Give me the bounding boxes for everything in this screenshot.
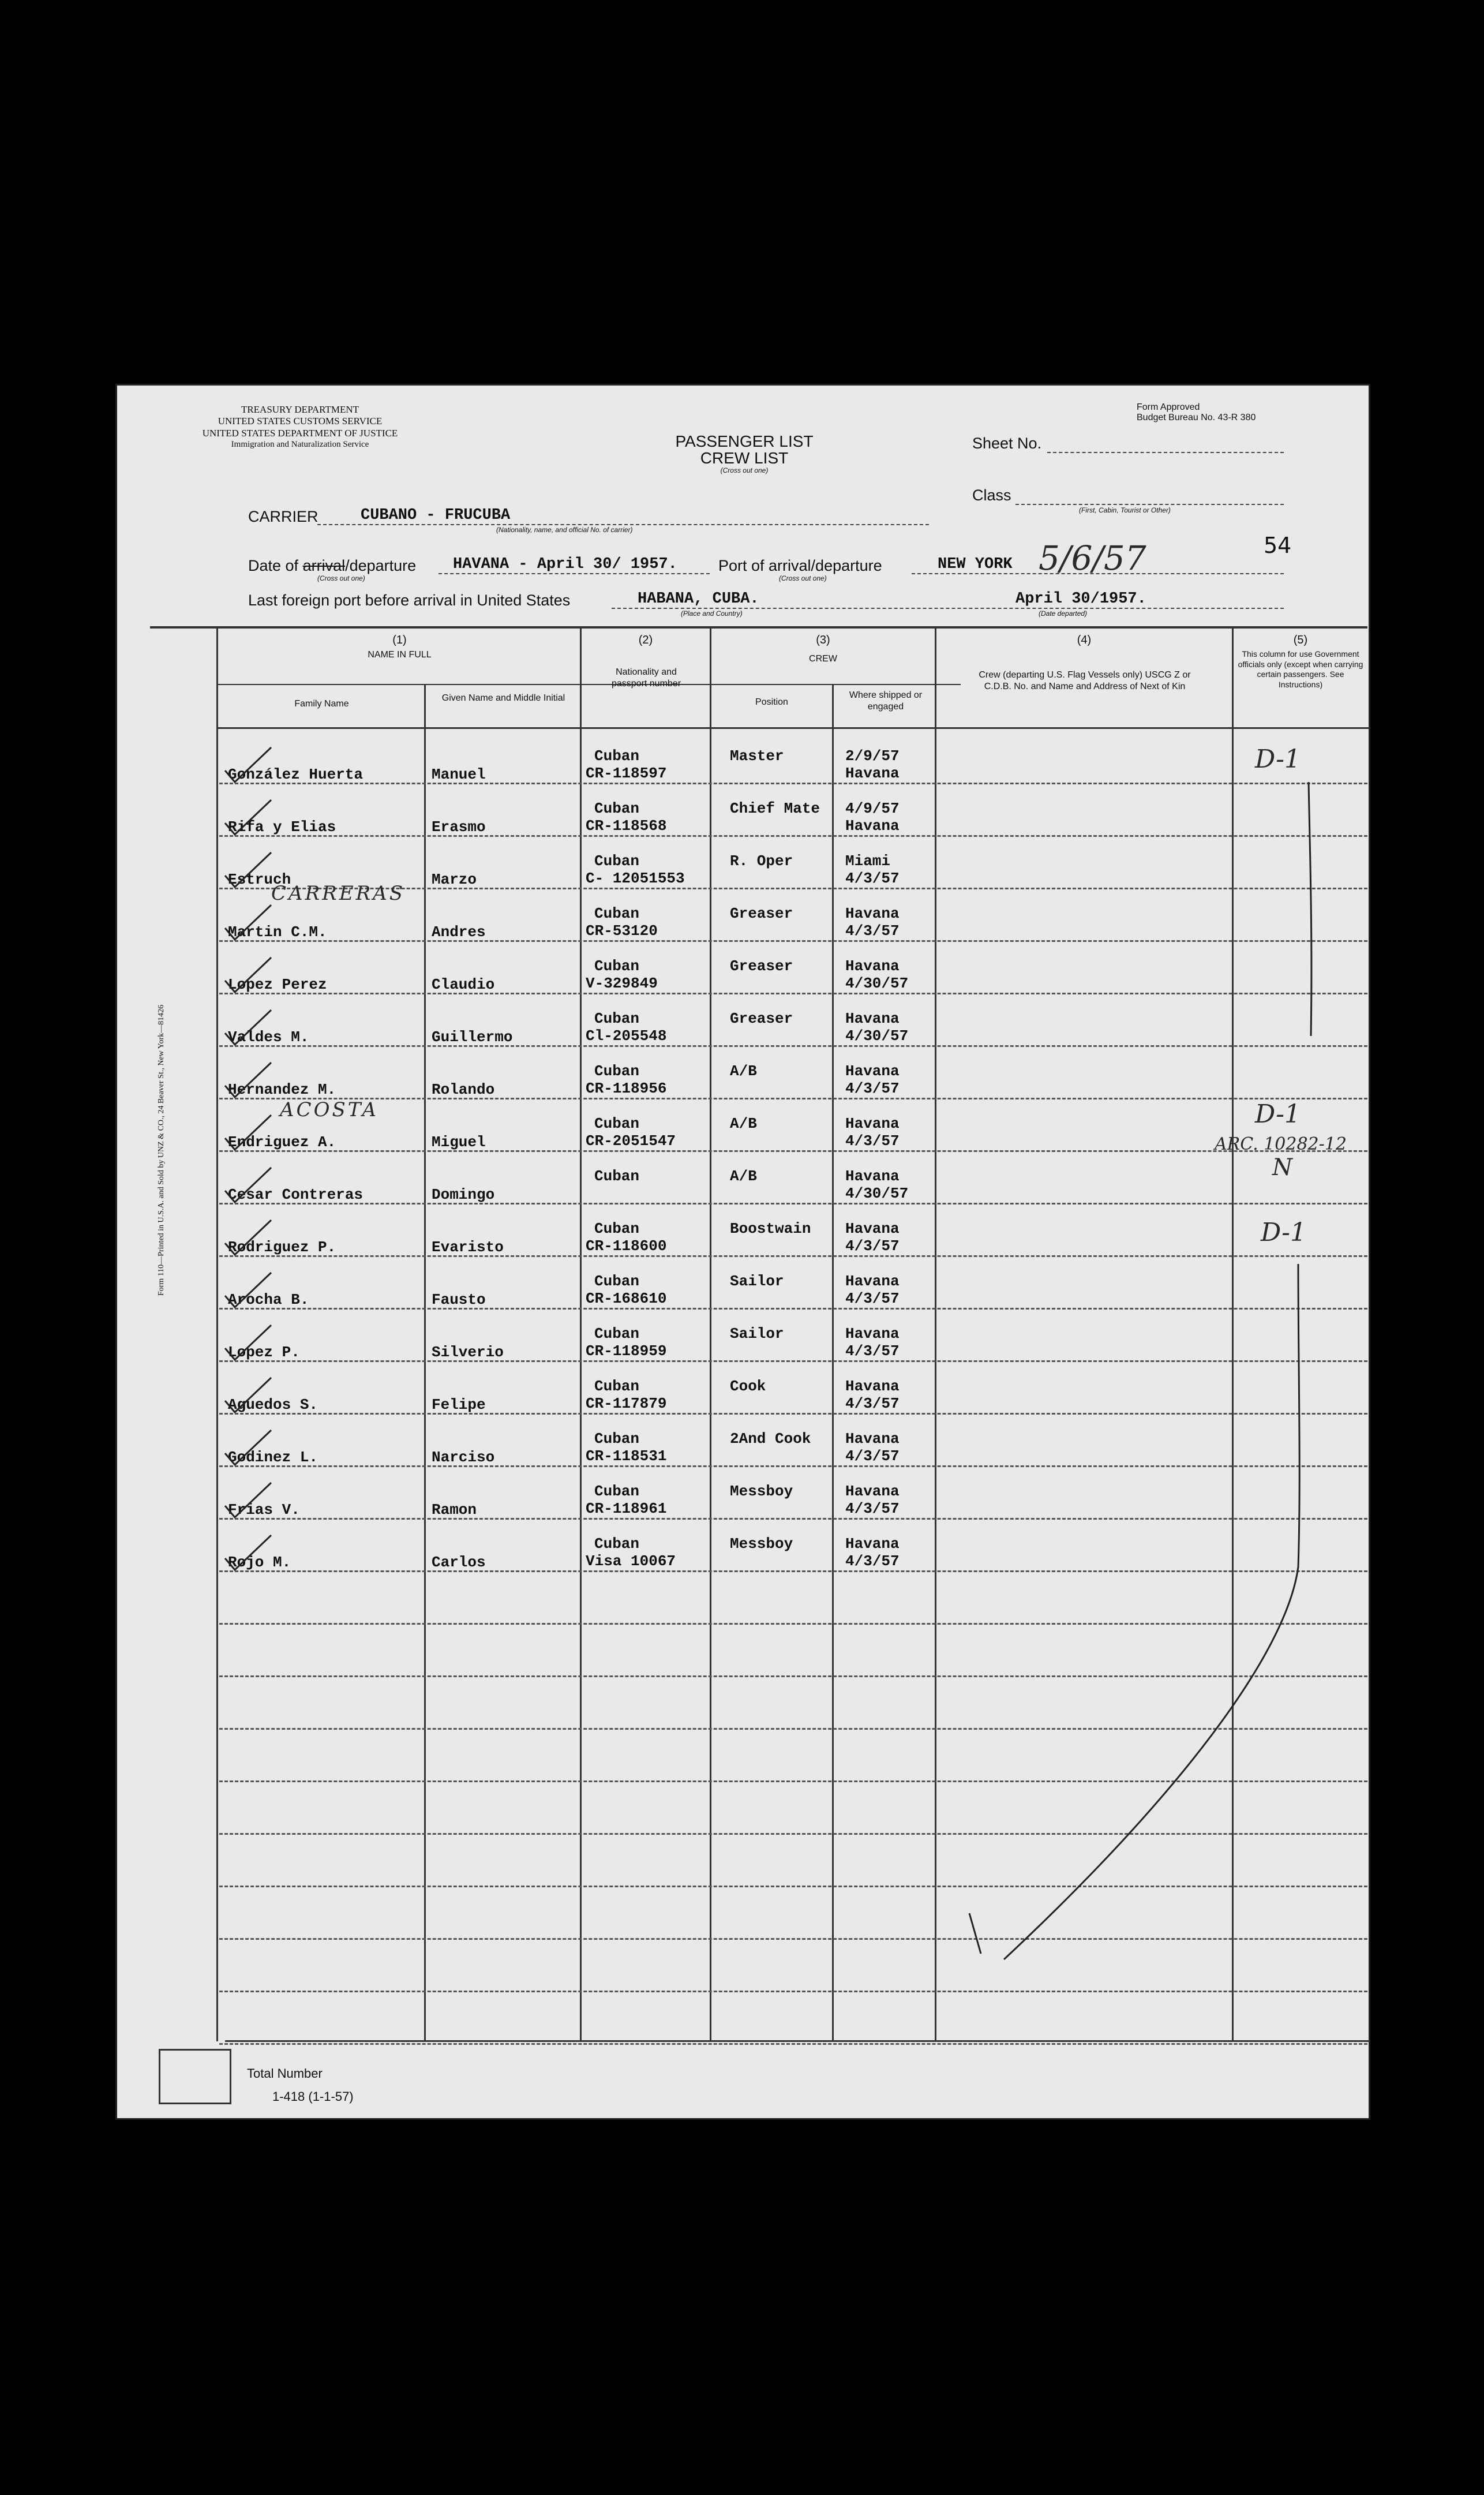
family-name-cell: Hernandez M. — [228, 1081, 336, 1098]
mark-d1-mid: D-1 — [1255, 1099, 1301, 1129]
position-cell: Sailor — [730, 1273, 784, 1290]
given-name-cell: Narciso — [432, 1449, 495, 1466]
shipped-date-cell: Havana — [845, 1115, 900, 1132]
nationality-cell: Cuban — [594, 747, 640, 765]
given-name-cell: Rolando — [432, 1081, 495, 1098]
shipped-date-cell: Havana — [845, 1325, 900, 1342]
given-name-cell: Carlos — [432, 1554, 486, 1571]
nationality-cell: Cuban — [594, 1430, 640, 1447]
shipped-date-cell: 4/9/57 — [845, 800, 900, 817]
shipped-place-cell: 4/3/57 — [845, 870, 900, 887]
handwritten-acosta: ACOSTA — [280, 1098, 379, 1121]
col1a-title: Family Name — [294, 699, 349, 709]
family-name-cell: González Huerta — [228, 766, 363, 783]
position-cell: Chief Mate — [730, 800, 820, 817]
date-label-pre: Date of — [248, 557, 299, 574]
nationality-cell: Cuban — [594, 1378, 640, 1395]
date-label-post: /departure — [345, 557, 417, 574]
family-name-cell: Rodriguez P. — [228, 1239, 336, 1256]
position-cell: R. Oper — [730, 852, 793, 870]
handwritten-strokes — [115, 384, 1370, 2120]
side-printer-text: Form 110—Printed in U.S.A. and Sold by UNZ & CO., 24 Beaver St., New York—81426 — [157, 1004, 166, 1296]
position-cell: A/B — [730, 1168, 757, 1185]
col4-num: (4) — [1077, 634, 1092, 646]
shipped-date-cell: Miami — [845, 852, 891, 870]
shipped-date-cell: Havana — [845, 1063, 900, 1080]
nationality-cell: Cuban — [594, 1483, 640, 1500]
position-cell: Greaser — [730, 1010, 793, 1027]
position-cell: Sailor — [730, 1325, 784, 1342]
page-number: 54 — [1264, 533, 1292, 558]
title-cross-note: (Cross out one) — [720, 466, 769, 474]
position-cell: A/B — [730, 1115, 757, 1132]
handwritten-date: 5/6/57 — [1039, 538, 1146, 578]
shipped-date-cell: Havana — [845, 1273, 900, 1290]
passport-cell: CR-118597 — [586, 765, 667, 782]
nationality-cell: Cuban — [594, 1273, 640, 1290]
agency-line: UNITED STATES DEPARTMENT OF JUSTICE — [202, 427, 398, 439]
mark-d1-top: D-1 — [1255, 745, 1301, 774]
carrier-note: (Nationality, name, and official No. of carrier) — [496, 526, 633, 534]
position-cell: 2And Cook — [730, 1430, 811, 1447]
shipped-date-cell: Havana — [845, 1430, 900, 1447]
class-note: (First, Cabin, Tourist or Other) — [1079, 506, 1171, 514]
family-name-cell: Rojo M. — [228, 1554, 291, 1571]
agency-line: UNITED STATES CUSTOMS SERVICE — [218, 416, 383, 427]
departed-date-value: April 30/1957. — [1015, 590, 1146, 608]
position-cell: Master — [730, 747, 784, 765]
crew-list-form — [115, 384, 1370, 2120]
position-cell: Messboy — [730, 1483, 793, 1500]
shipped-date-cell: Havana — [845, 1378, 900, 1395]
given-name-cell: Felipe — [432, 1396, 486, 1413]
shipped-place-cell: 4/30/57 — [845, 1185, 909, 1202]
shipped-date-cell: Havana — [845, 1535, 900, 1553]
family-name-cell: Estruch — [228, 871, 291, 888]
col5-title: This column for use Government officials only (except when carrying certain passengers. See Instructions) — [1238, 649, 1363, 689]
nationality-cell: Cuban — [594, 1220, 640, 1237]
col2-num: (2) — [638, 634, 653, 646]
passport-cell: CR-118959 — [586, 1342, 667, 1360]
position-cell: A/B — [730, 1063, 757, 1080]
given-name-cell: Domingo — [432, 1186, 495, 1203]
shipped-place-cell: 4/3/57 — [845, 922, 900, 940]
nationality-cell: Cuban — [594, 1010, 640, 1027]
family-name-cell: Arocha B. — [228, 1291, 309, 1308]
col1-title: NAME IN FULL — [368, 650, 432, 660]
nationality-cell: Cuban — [594, 1168, 640, 1185]
shipped-place-cell: Havana — [845, 817, 900, 835]
shipped-place-cell: 4/3/57 — [845, 1553, 900, 1570]
passport-cell: CR-118531 — [586, 1447, 667, 1465]
passport-cell: CR-118600 — [586, 1237, 667, 1255]
col5-num: (5) — [1293, 634, 1308, 646]
carrier-value: CUBANO - FRUCUBA — [361, 507, 511, 524]
carrier-label: CARRIER — [248, 508, 318, 525]
mark-d1-low: D-1 — [1261, 1218, 1306, 1247]
shipped-date-cell: Havana — [845, 1220, 900, 1237]
total-number-label: Total Number — [247, 2066, 323, 2081]
given-name-cell: Marzo — [432, 871, 477, 888]
sheet-label: Sheet No. — [972, 435, 1042, 452]
given-name-cell: Andres — [432, 923, 486, 941]
bracket-stroke — [1309, 782, 1311, 1036]
form-number: 1-418 (1-1-57) — [272, 2089, 354, 2104]
passport-cell: CR-2051547 — [586, 1132, 676, 1150]
family-name-cell: Martin C.M. — [228, 923, 327, 941]
shipped-place-cell: 4/3/57 — [845, 1447, 900, 1465]
nationality-cell: Cuban — [594, 957, 640, 975]
nationality-cell: Cuban — [594, 1063, 640, 1080]
nationality-cell: Cuban — [594, 1535, 640, 1553]
family-name-cell: Cesar Contreras — [228, 1186, 363, 1203]
family-name-cell: Frias V. — [228, 1501, 300, 1518]
long-diagonal-stroke — [1004, 1264, 1299, 1959]
passport-cell: C- 12051553 — [586, 870, 685, 887]
mark-n: N — [1272, 1154, 1292, 1181]
departed-date-note: (Date departed) — [1039, 609, 1088, 618]
nationality-cell: Cuban — [594, 1325, 640, 1342]
position-cell: Messboy — [730, 1535, 793, 1553]
place-note: (Place and Country) — [681, 609, 743, 618]
shipped-date-cell: Havana — [845, 957, 900, 975]
position-cell: Greaser — [730, 957, 793, 975]
shipped-place-cell: Havana — [845, 765, 900, 782]
given-name-cell: Silverio — [432, 1344, 504, 1361]
family-name-cell: Godinez L. — [228, 1449, 318, 1466]
position-cell: Cook — [730, 1378, 766, 1395]
family-name-cell: Lopez P. — [228, 1344, 300, 1361]
passport-cell: Cl-205548 — [586, 1027, 667, 1045]
given-name-cell: Erasmo — [432, 818, 486, 836]
col3b-title: Where shipped or engaged — [849, 690, 923, 712]
shipped-place-cell: 4/3/57 — [845, 1342, 900, 1360]
last-port-value: HABANA, CUBA. — [638, 590, 759, 608]
budget-label: Budget Bureau No. 43-R 380 — [1137, 412, 1256, 422]
shipped-place-cell: 4/30/57 — [845, 1027, 909, 1045]
shipped-place-cell: 4/30/57 — [845, 975, 909, 992]
passport-cell: CR-168610 — [586, 1290, 667, 1307]
date-cross-note: (Cross out one) — [317, 574, 365, 582]
shipped-date-cell: Havana — [845, 1483, 900, 1500]
form-approved-label: Form Approved — [1137, 402, 1200, 412]
family-name-cell: Valdes M. — [228, 1028, 309, 1046]
shipped-place-cell: 4/3/57 — [845, 1237, 900, 1255]
nationality-cell: Cuban — [594, 800, 640, 817]
passport-cell: V-329849 — [586, 975, 658, 992]
nationality-cell: Cuban — [594, 1115, 640, 1132]
given-name-cell: Miguel — [432, 1134, 486, 1151]
shipped-date-cell: Havana — [845, 1168, 900, 1185]
shipped-place-cell: 4/3/57 — [845, 1080, 900, 1097]
port-cross-note: (Cross out one) — [779, 574, 827, 582]
shipped-date-cell: Havana — [845, 1010, 900, 1027]
title-crew: CREW LIST — [700, 449, 789, 467]
departure-value: HAVANA - April 30/ 1957. — [453, 556, 677, 573]
shipped-place-cell: 4/3/57 — [845, 1395, 900, 1412]
passport-cell: CR-118956 — [586, 1080, 667, 1097]
nationality-cell: Cuban — [594, 852, 640, 870]
agency-line: Immigration and Naturalization Service — [231, 440, 369, 450]
given-name-cell: Ramon — [432, 1501, 477, 1518]
port-label: Port of arrival/departure — [718, 557, 882, 574]
total-number-box — [159, 2049, 231, 2104]
col3-num: (3) — [816, 634, 830, 646]
last-port-label: Last foreign port before arrival in United States — [248, 592, 571, 609]
small-stroke — [969, 1913, 981, 1954]
shipped-date-cell: Havana — [845, 905, 900, 922]
position-cell: Boostwain — [730, 1220, 811, 1237]
shipped-place-cell: 4/3/57 — [845, 1500, 900, 1517]
title-passenger: PASSENGER LIST — [675, 432, 814, 450]
shipped-place-cell: 4/3/57 — [845, 1290, 900, 1307]
family-name-cell: Aguedos S. — [228, 1396, 318, 1413]
given-name-cell: Manuel — [432, 766, 486, 783]
passport-cell: Visa 10067 — [586, 1553, 676, 1570]
agency-line: TREASURY DEPARTMENT — [241, 404, 359, 415]
passport-cell: CR-118961 — [586, 1500, 667, 1517]
col4-title: Crew (departing U.S. Flag Vessels only) USCG Z or C.D.B. No. and Name and Address of Next of Kin — [979, 670, 1191, 691]
shipped-place-cell: 4/3/57 — [845, 1132, 900, 1150]
handwritten-carreras: CARRERAS — [271, 882, 406, 905]
date-label-struck: arrival — [302, 557, 346, 574]
col3-title: CREW — [809, 654, 837, 664]
given-name-cell: Evaristo — [432, 1239, 504, 1256]
col2-title: Nationality and passport number — [611, 667, 681, 689]
shipped-date-cell: 2/9/57 — [845, 747, 900, 765]
passport-cell: CR-117879 — [586, 1395, 667, 1412]
family-name-cell: Lopez Perez — [228, 976, 327, 993]
port-value: NEW YORK — [938, 556, 1013, 573]
passport-cell: CR-53120 — [586, 922, 658, 940]
mark-arc: ARC. 10282-12 — [1215, 1134, 1347, 1154]
given-name-cell: Fausto — [432, 1291, 486, 1308]
col1b-title: Given Name and Middle Initial — [441, 693, 565, 703]
col3a-title: Position — [755, 697, 788, 707]
family-name-cell: Endriguez A. — [228, 1134, 336, 1151]
given-name-cell: Claudio — [432, 976, 495, 993]
col1-num: (1) — [392, 634, 407, 646]
given-name-cell: Guillermo — [432, 1028, 513, 1046]
class-label: Class — [972, 487, 1011, 504]
family-name-cell: Rifa y Elias — [228, 818, 336, 836]
position-cell: Greaser — [730, 905, 793, 922]
passport-cell: CR-118568 — [586, 817, 667, 835]
nationality-cell: Cuban — [594, 905, 640, 922]
